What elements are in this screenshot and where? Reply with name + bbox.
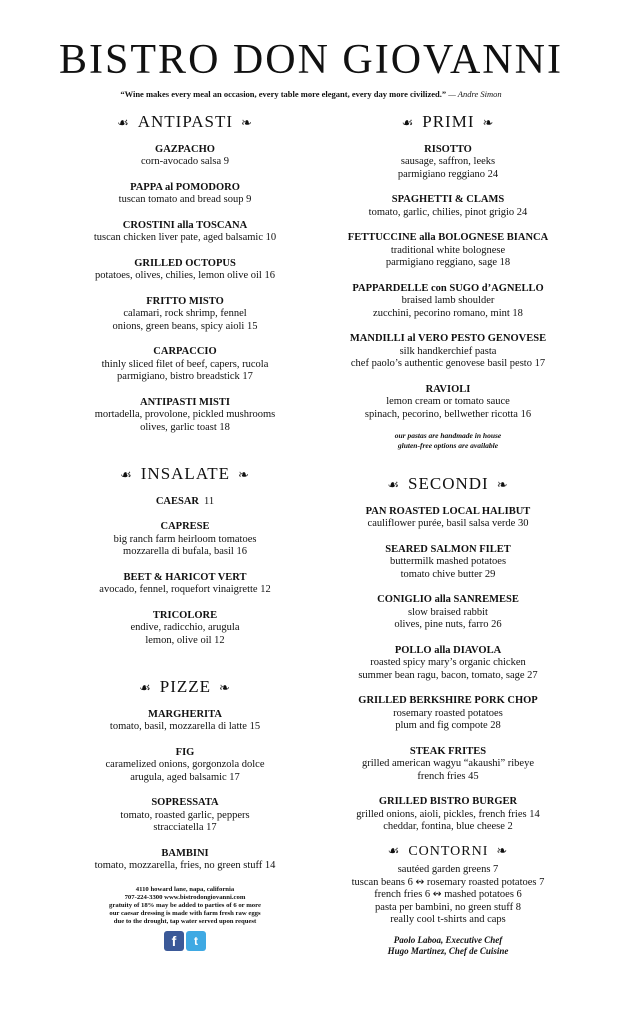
menu-item-description: grilled onions, aioli, pickles, french fries 14 <box>356 808 540 820</box>
menu-item-description: tuscan chicken liver pate, aged balsamic 10 <box>93 232 277 243</box>
menu-item-description: grilled american wagyu “akaushi” ribeye <box>361 758 534 769</box>
menu-item-description: corn-avocado salsa 9 <box>140 156 230 167</box>
menu-item-description: lemon cream or tomato sauce <box>386 396 510 407</box>
insalate-section <box>70 464 300 647</box>
menu-item <box>330 384 566 422</box>
menu-item-description: calamari, rock shrimp, fennel <box>123 308 247 319</box>
left-column <box>70 112 300 951</box>
menu-item-description: olives, garlic toast 18 <box>140 421 230 433</box>
pasta-note-line: gluten-free options are available <box>397 440 499 450</box>
menu-item-description: stracciatella 17 <box>153 822 217 833</box>
chef-de-cuisine: Hugo Martinez, Chef de Cuisine <box>387 946 509 956</box>
contorni-list <box>330 864 566 927</box>
secondi-section <box>330 474 566 834</box>
menu-item-name: MANDILLI al VERO PESTO GENOVESE <box>349 333 547 344</box>
menu-item <box>70 572 300 597</box>
insalate-heading <box>70 464 300 483</box>
menu-item-name: GRILLED OCTOPUS <box>134 257 236 269</box>
menu-item-name: CONIGLIO alla SANREMESE <box>377 594 519 605</box>
menu-item-name: STEAK FRITES <box>409 745 487 757</box>
menu-item-name: RISOTTO <box>424 143 472 155</box>
menu-item-name: ANTIPASTI MISTI <box>140 396 230 408</box>
restaurant-footer <box>70 886 300 951</box>
ornament-right-icon: ❧ <box>496 842 509 858</box>
menu-item-price: 11 <box>204 495 215 507</box>
antipasti-section <box>70 112 300 434</box>
ornament-left-icon: ☙ <box>401 115 415 130</box>
antipasti-title: ANTIPASTI <box>137 112 234 131</box>
menu-item-description: avocado, fennel, roquefort vinaigrette 12 <box>99 584 271 595</box>
menu-item-description: slow braised rabbit <box>408 606 488 618</box>
menu-item-name: BEET & HARICOT VERT <box>123 571 247 583</box>
menu-item <box>70 521 300 559</box>
ornament-right-icon: ❧ <box>219 680 231 695</box>
menu-item <box>330 594 566 632</box>
contorni-line: tuscan beans 6 ↭ rosemary roasted potatoes 7 <box>351 876 545 888</box>
menu-item-description: zucchini, pecorino romano, mint 18 <box>373 307 523 319</box>
menu-item-description: thinly sliced filet of beef, capers, rucola <box>101 358 269 370</box>
menu-item-description: onions, green beans, spicy aioli 15 <box>112 320 258 332</box>
menu-item-description: parmigiano reggiano 24 <box>397 168 499 180</box>
menu-item-name: BAMBINI <box>161 847 209 859</box>
menu-item-name: MARGHERITA <box>148 708 222 720</box>
menu-item-name: PAPPA al POMODORO <box>130 181 240 193</box>
pizze-list <box>70 709 300 873</box>
menu-item <box>330 232 566 270</box>
ornament-right-icon: ❧ <box>237 467 250 482</box>
menu-item <box>330 333 566 371</box>
contorni-heading <box>330 842 566 859</box>
menu-item-name: PAN ROASTED LOCAL HALIBUT <box>365 505 531 517</box>
menu-item-name: POLLO alla DIAVOLA <box>394 644 502 656</box>
menu-item-name: CARPACCIO <box>153 346 217 357</box>
footer-line: gratuity of 18% may be added to parties of 6 or more <box>109 901 261 909</box>
menu-item-description: buttermilk mashed potatoes <box>389 556 507 567</box>
menu-item-description: traditional white bolognese <box>390 244 506 256</box>
insalate-title: INSALATE <box>140 464 230 483</box>
menu-item-description: tomato, basil, mozzarella di latte 15 <box>109 721 261 732</box>
menu-item-description: cheddar, fontina, blue cheese 2 <box>383 821 513 832</box>
menu-item-name: FIG <box>175 746 195 758</box>
menu-item-description: tuscan tomato and bread soup 9 <box>118 194 252 205</box>
footer-line: 4110 howard lane, napa, california <box>135 885 235 893</box>
menu-item-description: tomato, roasted garlic, peppers <box>120 809 250 821</box>
menu-item-name: GRILLED BERKSHIRE PORK CHOP <box>358 695 538 706</box>
menu-item-description: summer bean ragu, bacon, tomato, sage 27 <box>358 669 538 681</box>
pizze-heading <box>70 677 300 696</box>
menu-item <box>70 182 300 207</box>
menu-item-description: caramelized onions, gorgonzola dolce <box>105 759 265 770</box>
menu-item-description: tomato, mozzarella, fries, no green stuff 14 <box>94 860 276 871</box>
contorni-line: really cool t-shirts and caps <box>390 914 506 925</box>
menu-item-description: mozzarella di bufala, basil 16 <box>123 546 247 557</box>
menu-item-name: GRILLED BISTRO BURGER <box>378 796 518 807</box>
secondi-heading <box>330 474 566 493</box>
menu-item <box>70 220 300 245</box>
footer-lines <box>70 886 300 927</box>
quote-author: — Andre Simon <box>448 89 502 99</box>
menu-item <box>330 506 566 531</box>
pasta-note <box>330 431 566 450</box>
menu-item-name: TRICOLORE <box>152 609 218 621</box>
menu-item-description: braised lamb shoulder <box>401 295 495 306</box>
ornament-right-icon: ❧ <box>496 477 509 492</box>
footer-line: due to the drought, tap water served upon request <box>113 918 257 926</box>
pizze-section <box>70 677 300 873</box>
quote-text: “Wine makes every meal an occasion, every table more elegant, every day more civilized.” <box>120 89 447 99</box>
primi-section <box>330 112 566 450</box>
menu-item-name: SOPRESSATA <box>151 797 219 808</box>
menu-item <box>70 144 300 169</box>
executive-chef: Paolo Laboa, Executive Chef <box>393 934 503 945</box>
ornament-left-icon: ☙ <box>117 115 130 130</box>
contorni-title: CONTORNI <box>408 843 489 859</box>
menu-item-description: sausage, saffron, leeks <box>400 156 496 167</box>
menu-item-description: big ranch farm heirloom tomatoes <box>113 533 257 545</box>
primi-heading <box>330 112 566 131</box>
twitter-icon[interactable]: t <box>186 931 206 951</box>
menu-item-description: cauliflower purée, basil salsa verde 30 <box>367 518 529 529</box>
contorni-line: pasta per bambini, no green stuff 8 <box>375 901 521 913</box>
menu-item-description: roasted spicy mary’s organic chicken <box>370 657 526 668</box>
menu-item-name: PAPPARDELLE con SUGO d’AGNELLO <box>352 282 544 294</box>
menu-item-description: silk handkerchief pasta <box>399 345 497 357</box>
menu-item-description: plum and fig compote 28 <box>395 720 501 731</box>
ornament-left-icon: ☙ <box>120 467 133 482</box>
insalate-list <box>70 496 300 648</box>
pizze-title: PIZZE <box>159 677 212 696</box>
menu-item <box>70 709 300 734</box>
menu-item-description: olives, pine nuts, farro 26 <box>394 619 502 630</box>
menu-item <box>70 797 300 835</box>
menu-item <box>70 258 300 283</box>
menu-item-name: CROSTINI alla TOSCANA <box>122 219 248 231</box>
ornament-left-icon: ☙ <box>387 477 401 492</box>
menu-item-description: mortadella, provolone, pickled mushrooms <box>94 409 276 420</box>
menu-item <box>330 144 566 182</box>
menu-item-name: CAPRESE <box>160 521 210 532</box>
primi-list <box>330 144 566 422</box>
pasta-note-line: our pastas are handmade in house <box>394 431 502 440</box>
chef-credits <box>330 935 566 958</box>
restaurant-name: BISTRO DON GIOVANNI <box>59 37 563 83</box>
menu-item-description: french fries 45 <box>417 770 479 782</box>
menu-item-description: lemon, olive oil 12 <box>145 634 225 646</box>
menu-item-description: parmigiano reggiano, sage 18 <box>385 257 511 268</box>
facebook-icon[interactable]: f <box>164 931 184 951</box>
menu-item <box>330 283 566 321</box>
menu-item-description: tomato chive butter 29 <box>400 568 496 580</box>
footer-line: 707-224-3300 www.bistrodongiovanni.com <box>124 893 246 901</box>
menu-item-description: chef paolo’s authentic genovese basil pesto 17 <box>350 358 546 369</box>
menu-item <box>70 296 300 334</box>
ornament-right-icon: ❧ <box>241 115 253 130</box>
menu-item-description: endive, radicchio, arugula <box>130 622 240 633</box>
ornament-right-icon: ❧ <box>482 115 495 130</box>
contorni-section <box>330 842 566 927</box>
menu-item <box>330 645 566 683</box>
menu-item-name: RAVIOLI <box>425 383 471 395</box>
menu-item-description: spinach, pecorino, bellwether ricotta 16 <box>364 408 532 420</box>
ornament-left-icon: ☙ <box>387 842 401 858</box>
right-column <box>330 112 566 958</box>
menu-item-name: CAESAR <box>155 495 200 507</box>
menu-item <box>330 796 566 834</box>
secondi-list <box>330 506 566 834</box>
contorni-line: french fries 6 ↭ mashed potatoes 6 <box>374 889 522 900</box>
menu-item <box>330 746 566 784</box>
menu-item <box>70 848 300 873</box>
menu-item-description: parmigiano, bistro breadstick 17 <box>117 371 253 382</box>
menu-item-name: FETTUCCINE alla BOLOGNESE BIANCA <box>347 232 549 243</box>
menu-item <box>330 544 566 582</box>
menu-item <box>330 695 566 733</box>
menu-item-name: SEARED SALMON FILET <box>385 543 511 555</box>
antipasti-list <box>70 144 300 435</box>
menu-item-description: rosemary roasted potatoes <box>393 707 503 719</box>
antipasti-heading <box>70 112 300 131</box>
secondi-title: SECONDI <box>408 474 489 493</box>
footer-line: our caesar dressing is made with farm fresh raw eggs <box>109 910 261 918</box>
menu-item-name: FRITTO MISTO <box>146 295 224 307</box>
menu-item-name: SPAGHETTI & CLAMS <box>391 194 505 205</box>
menu-item <box>70 397 300 435</box>
contorni-line: sautéed garden greens 7 <box>397 864 499 875</box>
social-links <box>70 931 300 951</box>
quote <box>0 89 622 99</box>
menu-item <box>70 747 300 785</box>
menu-item-name: GAZPACHO <box>155 143 215 155</box>
menu-item-description: tomato, garlic, chilies, pinot grigio 24 <box>368 206 528 218</box>
menu-item-description: arugula, aged balsamic 17 <box>130 771 240 783</box>
menu-item <box>70 610 300 648</box>
primi-title: PRIMI <box>422 112 475 131</box>
menu-item <box>70 346 300 384</box>
ornament-left-icon: ☙ <box>139 680 152 695</box>
menu-item <box>330 194 566 219</box>
menu-item-description: potatoes, olives, chilies, lemon olive oil 16 <box>95 270 275 281</box>
menu-item <box>70 496 300 509</box>
